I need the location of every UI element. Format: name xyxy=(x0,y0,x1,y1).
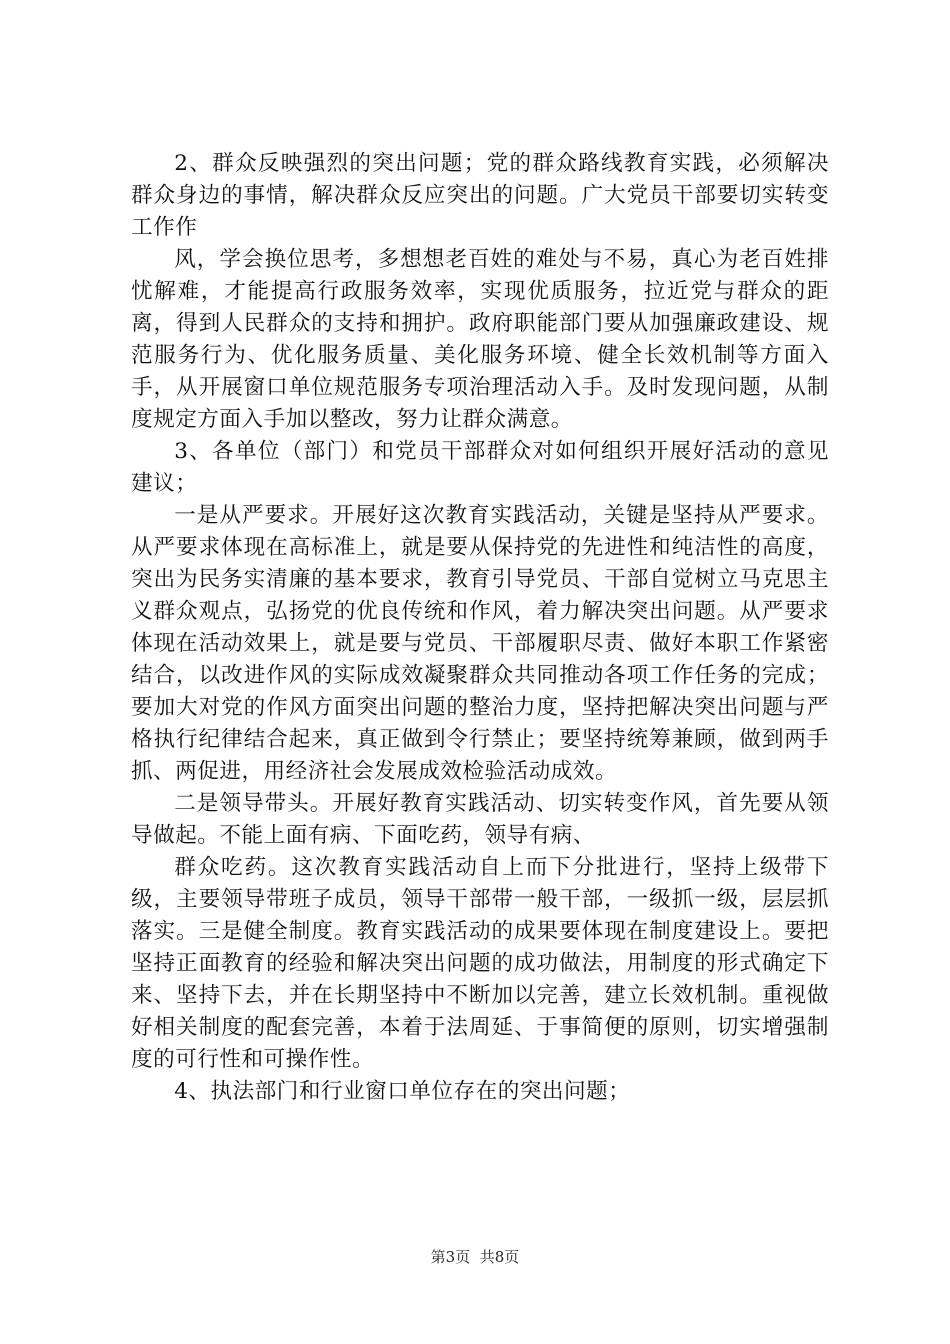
page-number: 第3页 xyxy=(430,1248,471,1266)
document-body xyxy=(131,148,829,1108)
footer-separator xyxy=(470,1248,480,1266)
paragraph-item-2: 2、群众反映强烈的突出问题；党的群众路线教育实践，必须解决群众身边的事情，解决群众反应突出的问题。广大党员干部要切实转变工作作 xyxy=(131,151,829,240)
paragraph-strict-requirements: 一是从严要求。开展好这次教育实践活动，关键是坚持从严要求。从严要求体现在高标准上，就是要从保持党的先进性和纯洁性的高度，突出为民务实清廉的基本要求，教育引导党员、干部自觉树立马克思主义群众观点，弘扬党的优良传统和作风，着力解决突出问题。从严要求体现在活动效果上，就是要与党员、干部履职尽责、做好本职工作紧密结合，以改进作风的实际成效凝聚群众共同推动各项工作任务的完成；要加大对党的作风方面突出问题的整治力度，坚持把解决突出问题与严格执行纪律结合起来，真正做到令行禁止；要坚持统筹兼顾，做到两手抓、两促进，用经济社会发展成效检验活动成效。 xyxy=(131,503,829,784)
page-total: 共8页 xyxy=(479,1248,520,1266)
paragraph-continuation-masses: 群众吃药。这次教育实践活动自上而下分批进行，坚持上级带下级，主要领导带班子成员，领导干部带一般干部，一级抓一级，层层抓落实。三是健全制度。教育实践活动的成果要体现在制度建设上。要把坚持正面教育的经验和解决突出问题的成功做法，用制度的形式确定下来、坚持下去，并在长期坚持中不断加以完善，建立长效机制。重视做好相关制度的配套完善，本着于法周延、于事简便的原则，切实增强制度的可行性和可操作性。 xyxy=(131,855,829,1072)
page-footer xyxy=(0,1247,950,1267)
paragraph-item-3: 3、各单位（部门）和党员干部群众对如何组织开展好活动的意见建议； xyxy=(131,439,829,496)
paragraph-leadership: 二是领导带头。开展好教育实践活动、切实转变作风，首先要从领导做起。不能上面有病、下面吃药，领导有病、 xyxy=(131,791,829,848)
paragraph-item-4: 4、执法部门和行业窗口单位存在的突出问题； xyxy=(174,1079,631,1104)
paragraph-continuation-style: 风，学会换位思考，多想想老百姓的难处与不易，真心为老百姓排忧解难，才能提高行政服务效率，实现优质服务，拉近党与群众的距离，得到人民群众的支持和拥护。政府职能部门要从加强廉政建设、规范服务行为、优化服务质量、美化服务环境、健全长效机制等方面入手，从开展窗口单位规范服务专项治理活动入手。及时发现问题，从制度规定方面入手加以整改，努力让群众满意。 xyxy=(131,247,829,432)
